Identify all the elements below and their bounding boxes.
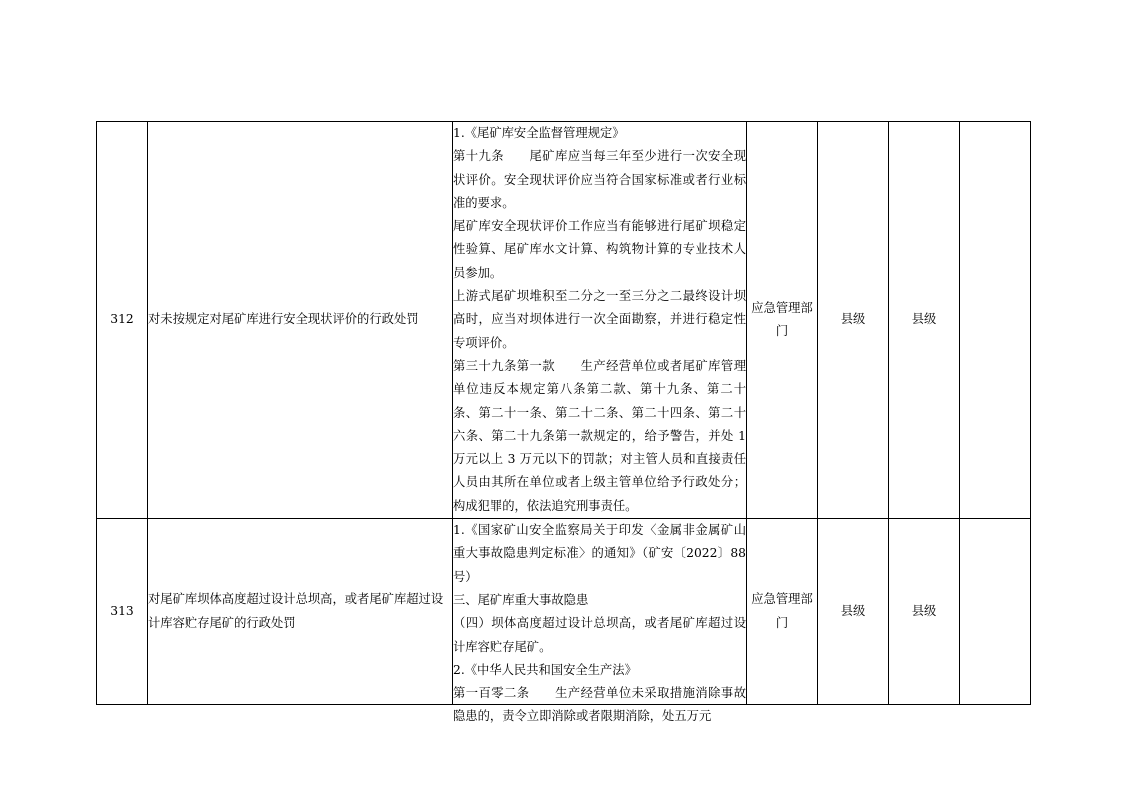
penalty-item: 对尾矿库坝体高度超过设计总坝高，或者尾矿库超过设计库容贮存尾矿的行政处罚: [148, 519, 453, 705]
legal-basis: [453, 122, 747, 519]
row-number: 312: [97, 122, 148, 519]
basis-line: 上游式尾矿坝堆积至二分之一至三分之二最终设计坝高时，应当对坝体进行一次全面勘察，并进行稳定性专项评价。: [453, 289, 746, 350]
table-row: [97, 122, 1031, 519]
penalty-item: 对未按规定对尾矿库进行安全现状评价的行政处罚: [148, 122, 453, 519]
row-number: 313: [97, 519, 148, 705]
note-cell: [960, 519, 1031, 705]
level-b: 县级: [889, 122, 960, 519]
basis-line: （四）坝体高度超过设计总坝高，或者尾矿库超过设计库容贮存尾矿。: [453, 616, 746, 654]
note-cell: [960, 122, 1031, 519]
basis-line: 1.《尾矿库安全监督管理规定》: [453, 126, 625, 140]
table-row: [97, 519, 1031, 705]
legal-basis: [453, 519, 747, 724]
basis-line: 2.《中华人民共和国安全生产法》: [453, 662, 637, 677]
basis-line: 第十九条 尾矿库应当每三年至少进行一次安全现状评价。安全现状评价应当符合国家标准或者行业标准的要求。: [453, 149, 746, 210]
basis-line: 第一百零二条 生产经营单位未采取措施消除事故隐患的，责令立即消除或者限期消除，处五万元: [453, 686, 746, 724]
basis-line: 第三十九条第一款 生产经营单位或者尾矿库管理单位违反本规定第八条第二款、第十九条、第二十条、第二十一条、第二十二条、第二十四条、第二十六条、第二十九条第一款规定的，给予警告，并处 1 万元以上 3 万元以下的罚款；对主管人员和直接责任人员由其所在单位或者上级主管单位给予行政处分；构成犯罪的，依法追究刑事责任。: [453, 358, 746, 513]
regulation-table: [96, 121, 1031, 724]
basis-line: 尾矿库安全现状评价工作应当有能够进行尾矿坝稳定性验算、尾矿库水文计算、构筑物计算的专业技术人员参加。: [453, 219, 746, 280]
level-b: 县级: [889, 519, 960, 705]
basis-line: 三、尾矿库重大事故隐患: [453, 592, 589, 607]
department: 应急管理部门: [747, 122, 818, 519]
level-a: 县级: [818, 122, 889, 519]
level-a: 县级: [818, 519, 889, 705]
basis-line: 1.《国家矿山安全监察局关于印发〈金属非金属矿山重大事故隐患判定标准〉的通知》（矿安〔2022〕88 号）: [453, 523, 746, 584]
department: 应急管理部门: [747, 519, 818, 705]
